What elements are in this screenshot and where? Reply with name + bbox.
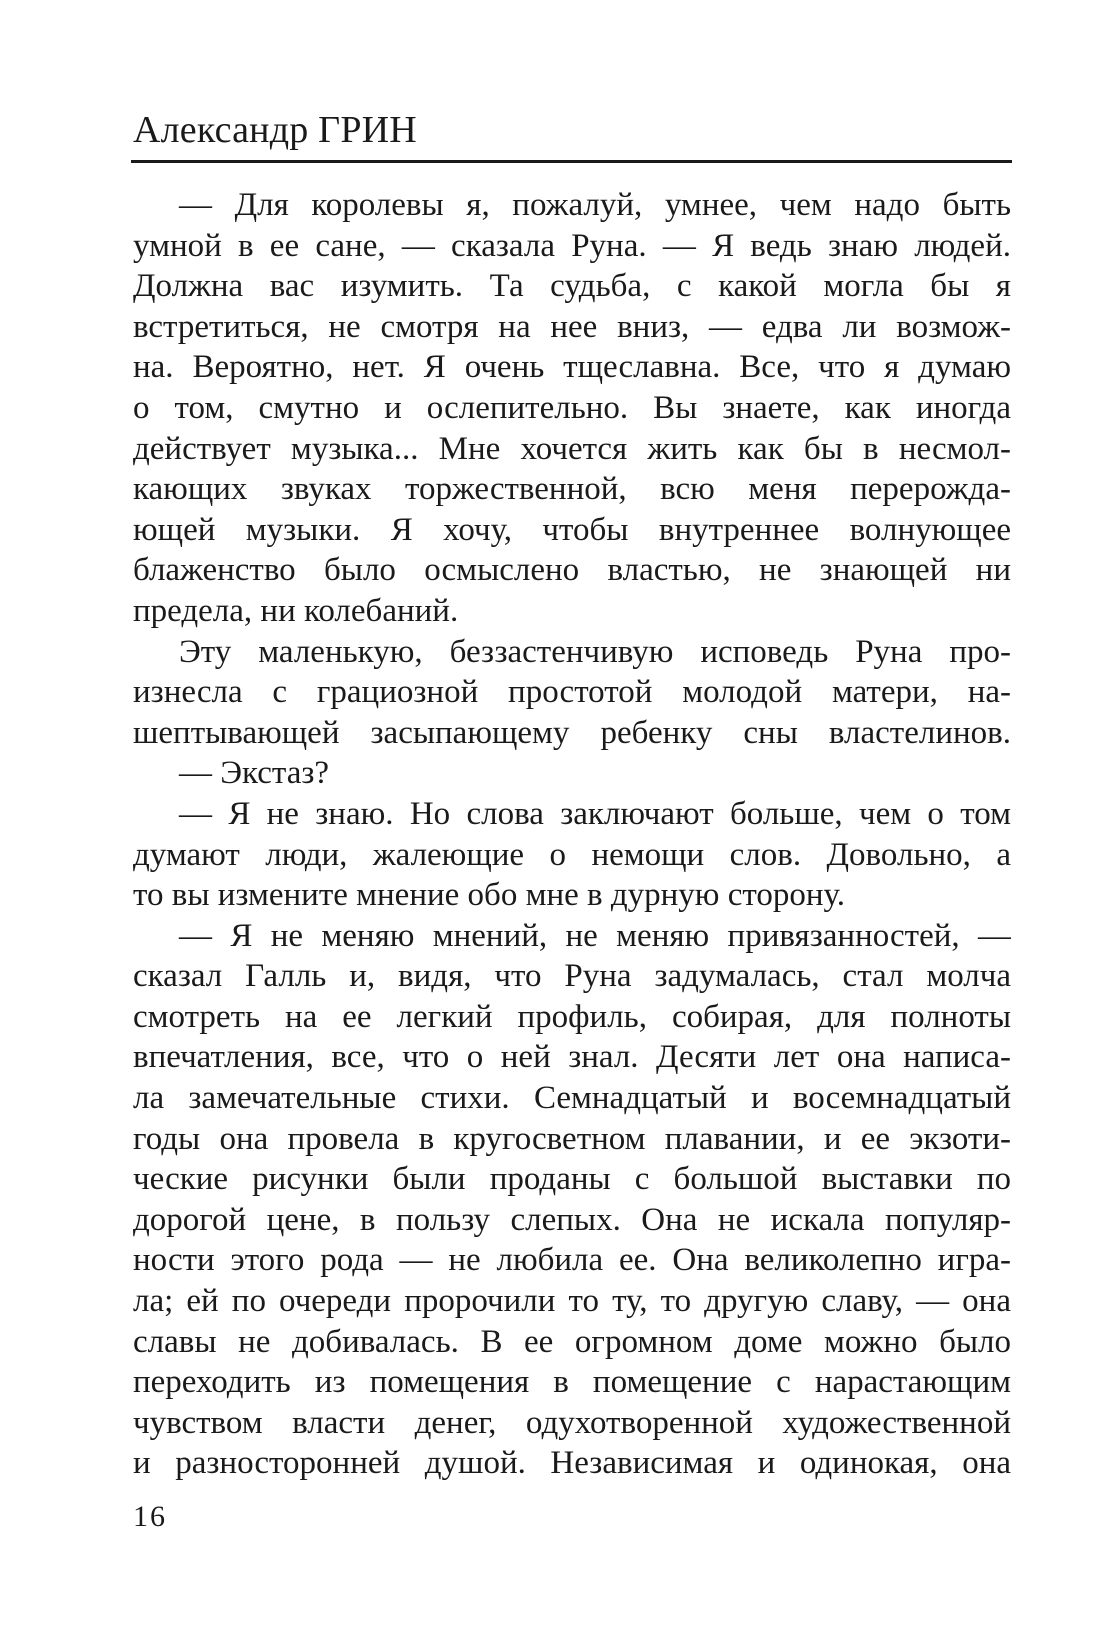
body-text <box>133 185 1011 1484</box>
text-line: изнесла с грациозной простотой молодой матери, на- <box>133 674 1011 711</box>
text-line: — Для королевы я, пожалуй, умнее, чем надо быть <box>179 187 1011 223</box>
text-line: встретиться, не смотря на нее вниз, — едва ли возмож- <box>133 308 1011 345</box>
text-line: славы не добивалась. В ее огромном доме можно было <box>133 1323 1011 1360</box>
text-line: на. Вероятно, нет. Я очень тщеславна. Все, что я думаю <box>133 349 1011 386</box>
text-line: сказал Галль и, видя, что Руна задумалась, стал молча <box>133 958 1011 995</box>
text-line: ности этого рода — не любила ее. Она великолепно игра- <box>133 1242 1011 1279</box>
text-line: переходить из помещения в помещение с нарастающим <box>133 1364 1011 1401</box>
text-line: — Я не меняю мнений, не меняю привязанностей, — <box>179 917 1011 954</box>
text-line: ла замечательные стихи. Семнадцатый и восемнадцатый <box>133 1080 1011 1117</box>
text-line: ющей музыки. Я хочу, чтобы внутреннее волнующее <box>133 511 1011 548</box>
text-line: шептывающей засыпающему ребенку сны властелинов. <box>133 714 1011 751</box>
text-line: действует музыка... Мне хочется жить как бы в несмол- <box>133 430 1011 467</box>
text-line: смотреть на ее легкий профиль, собирая, для полноты <box>133 998 1011 1035</box>
text-line: Должна вас изумить. Та судьба, с какой могла бы я <box>133 268 1011 305</box>
text-line: чувством власти денег, одухотворенной художественной <box>133 1404 1011 1441</box>
header-rule <box>131 160 1012 163</box>
text-line: — Я не знаю. Но слова заключают больше, чем о том <box>179 795 1011 832</box>
text-line: — Экстаз? <box>179 755 330 792</box>
text-line: умной в ее сане, — сказала Руна. — Я ведь знаю людей. <box>133 227 1011 264</box>
text-line: предела, ни колебаний. <box>133 592 459 629</box>
text-line: Эту маленькую, беззастенчивую исповедь Руна про- <box>179 633 1011 670</box>
running-head: Александр ГРИН <box>133 109 417 151</box>
text-line: и разносторонней душой. Независимая и одинокая, она <box>133 1445 1011 1482</box>
page-number: 16 <box>133 1500 167 1533</box>
text-line: годы она провела в кругосветном плавании, и ее экзоти- <box>133 1120 1011 1157</box>
text-line: дорогой цене, в пользу слепых. Она не искала популяр- <box>133 1201 1011 1238</box>
text-line: думают люди, жалеющие о немощи слов. Довольно, а <box>133 836 1011 873</box>
text-line: блаженство было осмыслено властью, не знающей ни <box>133 552 1011 589</box>
text-line: ла; ей по очереди пророчили то ту, то другую славу, — она <box>133 1283 1011 1320</box>
text-line: о том, смутно и ослепительно. Вы знаете, как иногда <box>133 389 1011 426</box>
text-line: впечатления, все, что о ней знал. Десяти лет она написа- <box>133 1039 1011 1076</box>
text-line: кающих звуках торжественной, всю меня перерожда- <box>133 471 1011 508</box>
text-line: ческие рисунки были проданы с большой выставки по <box>133 1161 1011 1198</box>
text-line: то вы измените мнение обо мне в дурную сторону. <box>133 877 845 914</box>
